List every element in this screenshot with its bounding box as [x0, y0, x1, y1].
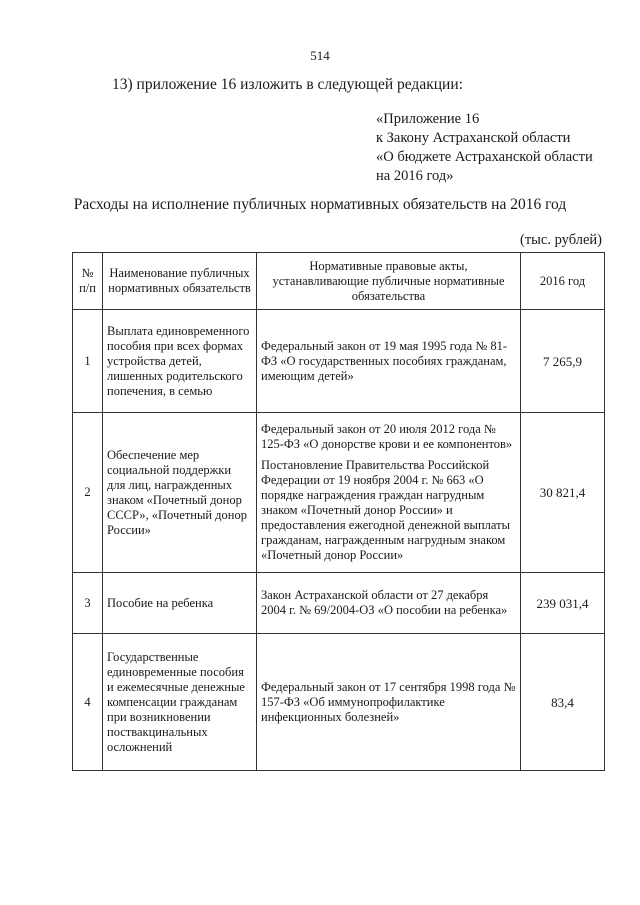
appendix-line: на 2016 год»	[376, 168, 454, 184]
appendix-reference	[376, 110, 593, 186]
document-title: Расходы на исполнение публичных нормативных обязательств на 2016 год	[73, 196, 567, 213]
act-text: Федеральный закон от 17 сентября 1998 года № 157-ФЗ «Об иммунопрофилактике инфекционных болезней»	[261, 679, 516, 724]
row-acts	[257, 573, 521, 634]
row-amount: 7 265,9	[521, 310, 605, 413]
row-name: Пособие на ребенка	[103, 573, 257, 634]
table-header-row	[73, 253, 605, 310]
row-acts	[257, 413, 521, 573]
table-row	[73, 413, 605, 573]
row-num: 4	[73, 634, 103, 771]
appendix-line: «Приложение 16	[376, 111, 480, 127]
act-text: Закон Астраханской области от 27 декабря 2004 г. № 69/2004-ОЗ «О пособии на ребенка»	[261, 588, 508, 617]
row-amount: 239 031,4	[521, 573, 605, 634]
header-num: № п/п	[73, 253, 103, 310]
act-text: Федеральный закон от 19 мая 1995 года № 81-ФЗ «О государственных пособиях гражданам, имеющим детей»	[261, 338, 508, 383]
appendix-line: «О бюджете Астраханской области	[376, 149, 593, 165]
appendix-line: к Закону Астраханской области	[376, 130, 571, 146]
units-label: (тыс. рублей)	[520, 232, 602, 248]
header-year: 2016 год	[521, 253, 605, 310]
table-row	[73, 310, 605, 413]
row-amount: 30 821,4	[521, 413, 605, 573]
table-row	[73, 634, 605, 771]
table-row	[73, 573, 605, 634]
page-number: 514	[310, 48, 330, 63]
header-name: Наименование публичных нормативных обязательств	[103, 253, 257, 310]
row-name: Выплата единовременного пособия при всех формах устройства детей, лишенных родительского попечения, в семью	[103, 310, 257, 413]
obligations-table	[72, 252, 605, 771]
row-acts	[257, 310, 521, 413]
row-num: 1	[73, 310, 103, 413]
row-name: Обеспечение мер социальной поддержки для лиц, награжденных знаком «Почетный донор СССР», «Почетный донор России»	[103, 413, 257, 573]
row-amount: 83,4	[521, 634, 605, 771]
row-num: 2	[73, 413, 103, 573]
intro-text: 13) приложение 16 изложить в следующей редакции:	[112, 76, 463, 93]
act-text: Постановление Правительства Российской Федерации от 19 ноября 2004 г. № 663 «О порядке награждения граждан нагрудным знаком «Почетный донор России» и предоставления ежегодной денежной выплаты гражданам, награжденным нагрудным знаком «Почетный донор России»	[261, 458, 510, 562]
row-acts	[257, 634, 521, 771]
act-text: Федеральный закон от 20 июля 2012 года № 125-ФЗ «О донорстве крови и ее компонентов»	[261, 422, 513, 451]
header-acts: Нормативные правовые акты, устанавливающие публичные нормативные обязательства	[257, 253, 521, 310]
row-num: 3	[73, 573, 103, 634]
row-name: Государственные единовременные пособия и ежемесячные денежные компенсации гражданам при возникновении поствакцинальных осложнений	[103, 634, 257, 771]
